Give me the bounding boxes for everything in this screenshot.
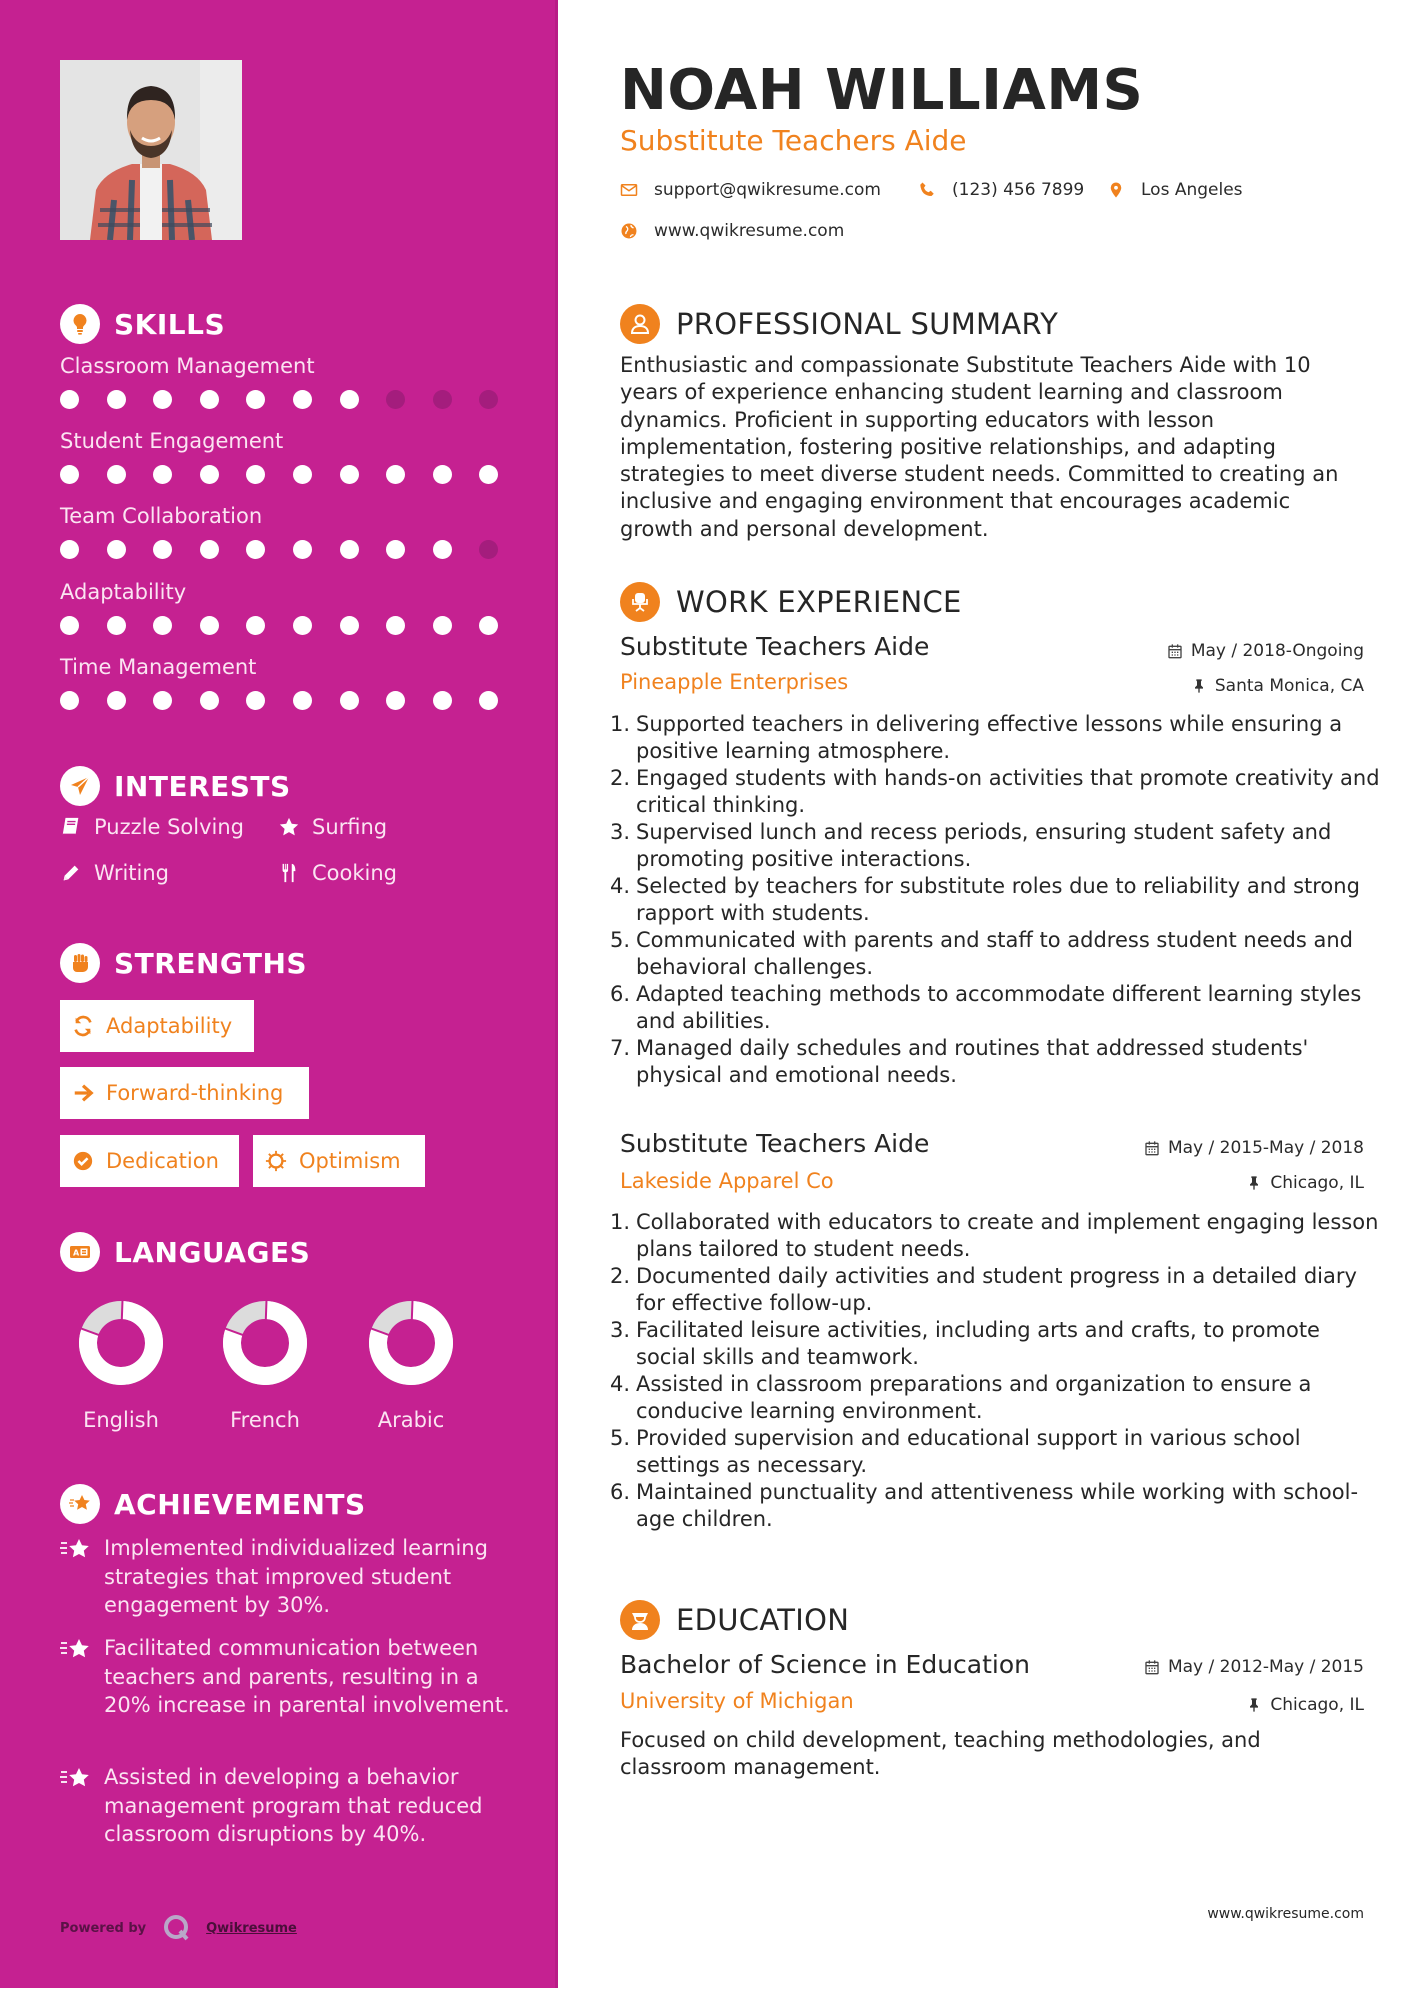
cutlery-icon	[278, 862, 300, 884]
sidebar	[0, 0, 558, 1988]
skill-dot-filled	[293, 691, 312, 710]
skill-dot-filled	[479, 465, 498, 484]
envelope-icon	[620, 181, 638, 199]
language-item	[205, 1300, 325, 1432]
skill-dot-filled	[153, 465, 172, 484]
skill-dot-filled	[340, 465, 359, 484]
school-name: University of Michigan	[620, 1689, 854, 1713]
skill-dot-empty	[479, 390, 498, 409]
skill-dot-filled	[200, 540, 219, 559]
calendar-icon	[1167, 643, 1183, 659]
list-number: 3.	[610, 820, 631, 844]
skill-dot-filled	[433, 691, 452, 710]
responsibility-item	[610, 927, 1380, 981]
responsibility-text: Supported teachers in delivering effective lessons while ensuring a positive learning atmosphere.	[636, 712, 1343, 763]
responsibility-text: Assisted in classroom preparations and organization to ensure a conducive learning environment.	[636, 1372, 1312, 1423]
responsibility-text: Managed daily schedules and routines that addressed students' physical and emotional needs.	[636, 1036, 1309, 1087]
graduate-icon	[620, 1600, 660, 1640]
skill-dot-filled	[200, 465, 219, 484]
list-number: 2.	[610, 1264, 631, 1288]
responsibility-item	[610, 1209, 1380, 1263]
skill-dot-filled	[246, 390, 265, 409]
main-content	[558, 0, 1407, 1990]
trophy-star-icon	[60, 1484, 100, 1524]
list-number: 4.	[610, 874, 631, 898]
job-location: Chicago, IL	[1246, 1173, 1364, 1193]
list-number: 7.	[610, 1036, 631, 1060]
language-label: French	[230, 1408, 300, 1432]
responsibility-text: Documented daily activities and student progress in a detailed diary for effective follow-up.	[636, 1264, 1357, 1315]
skill-dot-filled	[386, 540, 405, 559]
skill-dot-filled	[60, 465, 79, 484]
responsibility-item	[610, 873, 1380, 927]
job-responsibilities	[610, 711, 1380, 1089]
languages-heading: A LANGUAGES	[60, 1231, 310, 1273]
responsibility-text: Collaborated with educators to create and implement engaging lesson plans tailored to student needs.	[636, 1210, 1379, 1261]
responsibility-item	[610, 1263, 1380, 1317]
skill-item	[60, 652, 510, 712]
responsibility-text: Supervised lunch and recess periods, ensuring student safety and promoting positive interactions.	[636, 820, 1332, 871]
pushpin-icon	[1246, 1175, 1262, 1191]
skill-dot-filled	[153, 390, 172, 409]
strength-badge: Optimism	[253, 1135, 425, 1187]
summary-heading: PROFESSIONAL SUMMARY	[620, 302, 1058, 346]
language-label: English	[83, 1408, 159, 1432]
paper-plane-icon	[60, 766, 100, 806]
interests-heading: INTERESTS	[60, 765, 291, 807]
skill-rating	[60, 387, 510, 411]
skill-dot-filled	[60, 691, 79, 710]
responsibility-item	[610, 711, 1380, 765]
skill-dot-filled	[107, 465, 126, 484]
pushpin-icon	[1191, 678, 1207, 694]
language-item	[351, 1300, 471, 1432]
education-dates: May / 2012-May / 2015	[1144, 1657, 1364, 1677]
skill-label: Student Engagement	[60, 429, 284, 453]
skill-item	[60, 426, 510, 486]
contact-phone[interactable]: (123) 456 7899	[918, 180, 1084, 200]
skill-item	[60, 577, 510, 637]
achievement-item: Assisted in developing a behavior management program that reduced classroom disruptions by 40%.	[60, 1763, 510, 1849]
job-company: Lakeside Apparel Co	[620, 1169, 834, 1193]
skill-dot-filled	[107, 390, 126, 409]
refresh-icon	[72, 1015, 94, 1037]
pencil-icon	[60, 862, 82, 884]
skill-dot-filled	[293, 390, 312, 409]
skill-dot-filled	[479, 616, 498, 635]
education-location: Chicago, IL	[1246, 1695, 1364, 1715]
strength-badge: Forward-thinking	[60, 1067, 309, 1119]
responsibility-item	[610, 765, 1380, 819]
skill-dot-empty	[433, 390, 452, 409]
skill-dot-filled	[479, 691, 498, 710]
skill-dot-filled	[433, 540, 452, 559]
achievements-heading: ACHIEVEMENTS	[60, 1483, 366, 1525]
interest-item: Writing	[60, 861, 169, 885]
skill-dot-filled	[293, 540, 312, 559]
list-number: 6.	[610, 1480, 631, 1504]
language-item	[61, 1300, 181, 1432]
contact-email[interactable]: support@qwikresume.com	[620, 180, 881, 200]
responsibility-item	[610, 1425, 1380, 1479]
user-icon	[620, 304, 660, 344]
skill-rating	[60, 462, 510, 486]
responsibility-item	[610, 1479, 1380, 1533]
degree-title: Bachelor of Science in Education	[620, 1650, 1031, 1679]
skill-dot-filled	[386, 616, 405, 635]
job-responsibilities	[610, 1209, 1380, 1533]
office-chair-icon	[620, 582, 660, 622]
job-title: Substitute Teachers Aide	[620, 1129, 930, 1158]
skill-dot-filled	[386, 465, 405, 484]
footer-website-link[interactable]: www.qwikresume.com	[1207, 1906, 1364, 1922]
responsibility-item	[610, 981, 1380, 1035]
responsibility-text: Engaged students with hands-on activities that promote creativity and critical thinking.	[636, 766, 1380, 817]
job-dates: May / 2018-Ongoing	[1167, 641, 1364, 661]
translate-icon	[60, 1232, 100, 1272]
svg-text:A: A	[73, 1248, 80, 1258]
skill-dot-filled	[200, 616, 219, 635]
pushpin-icon	[1246, 1697, 1262, 1713]
achievement-item: Implemented individualized learning strategies that improved student engagement by 30%.	[60, 1534, 510, 1620]
skill-dot-filled	[246, 465, 265, 484]
contact-location: Los Angeles	[1107, 180, 1243, 200]
education-description: Focused on child development, teaching methodologies, and classroom management.	[620, 1728, 1261, 1780]
skill-dot-filled	[340, 691, 359, 710]
skill-dot-filled	[60, 390, 79, 409]
skill-label: Time Management	[60, 655, 257, 679]
skill-item	[60, 351, 510, 411]
interest-item: Surfing	[278, 815, 387, 839]
contact-website[interactable]: www.qwikresume.com	[620, 221, 844, 241]
skill-dot-filled	[246, 540, 265, 559]
skills-heading: SKILLS	[60, 303, 225, 345]
job-dates: May / 2015-May / 2018	[1144, 1138, 1364, 1158]
shooting-star-icon	[60, 1536, 92, 1564]
responsibility-text: Maintained punctuality and attentiveness while working with school-age children.	[636, 1480, 1359, 1531]
skill-dot-filled	[200, 390, 219, 409]
powered-by: Powered by Qwikresume	[60, 1913, 297, 1943]
globe-icon	[620, 222, 638, 240]
job-company: Pineapple Enterprises	[620, 670, 849, 694]
shooting-star-icon	[60, 1636, 92, 1664]
calendar-icon	[1144, 1659, 1160, 1675]
interest-item: Puzzle Solving	[60, 815, 244, 839]
skill-dot-filled	[153, 691, 172, 710]
responsibility-item	[610, 1317, 1380, 1371]
skill-dot-filled	[200, 691, 219, 710]
skill-dot-filled	[107, 616, 126, 635]
candidate-title: Substitute Teachers Aide	[620, 124, 967, 157]
responsibility-item	[610, 819, 1380, 873]
skill-dot-filled	[60, 616, 79, 635]
skill-dot-filled	[153, 616, 172, 635]
language-donut-chart	[368, 1300, 454, 1386]
responsibility-item	[610, 1035, 1380, 1089]
list-number: 4.	[610, 1372, 631, 1396]
map-pin-icon	[1107, 181, 1125, 199]
profile-photo	[60, 60, 242, 240]
qwikresume-logo-icon	[162, 1913, 192, 1943]
skill-dot-filled	[340, 390, 359, 409]
skill-dot-empty	[479, 540, 498, 559]
skill-item	[60, 501, 510, 561]
skill-rating	[60, 688, 510, 712]
skill-dot-filled	[340, 540, 359, 559]
arrow-right-icon	[72, 1082, 94, 1104]
strengths-heading: STRENGTHS	[60, 942, 307, 984]
responsibility-item	[610, 1371, 1380, 1425]
list-number: 1.	[610, 712, 631, 736]
skill-dot-filled	[433, 616, 452, 635]
responsibility-text: Communicated with parents and staff to address student needs and behavioral challenges.	[636, 928, 1353, 979]
interest-item: Cooking	[278, 861, 397, 885]
person-photo-icon	[60, 60, 242, 240]
achievement-item: Facilitated communication between teachers and parents, resulting in a 20% increase in parental involvement.	[60, 1634, 510, 1720]
summary-text: Enthusiastic and compassionate Substitute Teachers Aide with 10 years of experience enhancing student learning and classroom dynamics. Proficient in supporting educators with lesson implementation, fostering positive relationships, and adapting strategies to meet diverse student needs. Committed to creating an inclusive and engaging environment that encourages academic growth and personal development.	[620, 353, 1339, 541]
skill-label: Team Collaboration	[60, 504, 263, 528]
job-title: Substitute Teachers Aide	[620, 632, 930, 661]
skill-dot-filled	[386, 691, 405, 710]
skill-dot-filled	[107, 540, 126, 559]
experience-heading: WORK EXPERIENCE	[620, 580, 962, 624]
phone-icon	[918, 181, 936, 199]
check-circle-icon	[72, 1150, 94, 1172]
skill-dot-filled	[246, 691, 265, 710]
skill-dot-filled	[433, 465, 452, 484]
skill-label: Classroom Management	[60, 354, 315, 378]
list-number: 5.	[610, 928, 631, 952]
language-donut-chart	[222, 1300, 308, 1386]
skill-dot-filled	[246, 616, 265, 635]
responsibility-text: Selected by teachers for substitute roles due to reliability and strong rapport with students.	[636, 874, 1360, 925]
list-number: 5.	[610, 1426, 631, 1450]
language-label: Arabic	[377, 1408, 445, 1432]
skill-dot-filled	[107, 691, 126, 710]
list-number: 2.	[610, 766, 631, 790]
skill-dot-empty	[386, 390, 405, 409]
skill-rating	[60, 613, 510, 637]
book-icon	[60, 816, 82, 838]
strength-badge: Adaptability	[60, 1000, 254, 1052]
skill-dot-filled	[293, 616, 312, 635]
responsibility-text: Adapted teaching methods to accommodate different learning styles and abilities.	[636, 982, 1362, 1033]
skill-dot-filled	[153, 540, 172, 559]
skill-dot-filled	[60, 540, 79, 559]
lightbulb-icon	[60, 304, 100, 344]
skill-label: Adaptability	[60, 580, 187, 604]
strength-badge: Dedication	[60, 1135, 239, 1187]
list-number: 3.	[610, 1318, 631, 1342]
qwikresume-link[interactable]: Qwikresume	[206, 1920, 297, 1936]
list-number: 6.	[610, 982, 631, 1006]
list-number: 1.	[610, 1210, 631, 1234]
candidate-name: NOAH WILLIAMS	[620, 58, 1144, 123]
language-donut-chart	[78, 1300, 164, 1386]
responsibility-text: Provided supervision and educational support in various school settings as necessary.	[636, 1426, 1301, 1477]
fist-icon	[60, 943, 100, 983]
skill-rating	[60, 537, 510, 561]
skill-dot-filled	[293, 465, 312, 484]
shooting-star-icon	[60, 1765, 92, 1793]
responsibility-text: Facilitated leisure activities, including arts and crafts, to promote social skills and teamwork.	[636, 1318, 1320, 1369]
job-location: Santa Monica, CA	[1191, 676, 1364, 696]
sun-icon	[265, 1150, 287, 1172]
education-heading: EDUCATION	[620, 1598, 849, 1642]
skill-dot-filled	[340, 616, 359, 635]
calendar-icon	[1144, 1140, 1160, 1156]
star-icon	[278, 816, 300, 838]
